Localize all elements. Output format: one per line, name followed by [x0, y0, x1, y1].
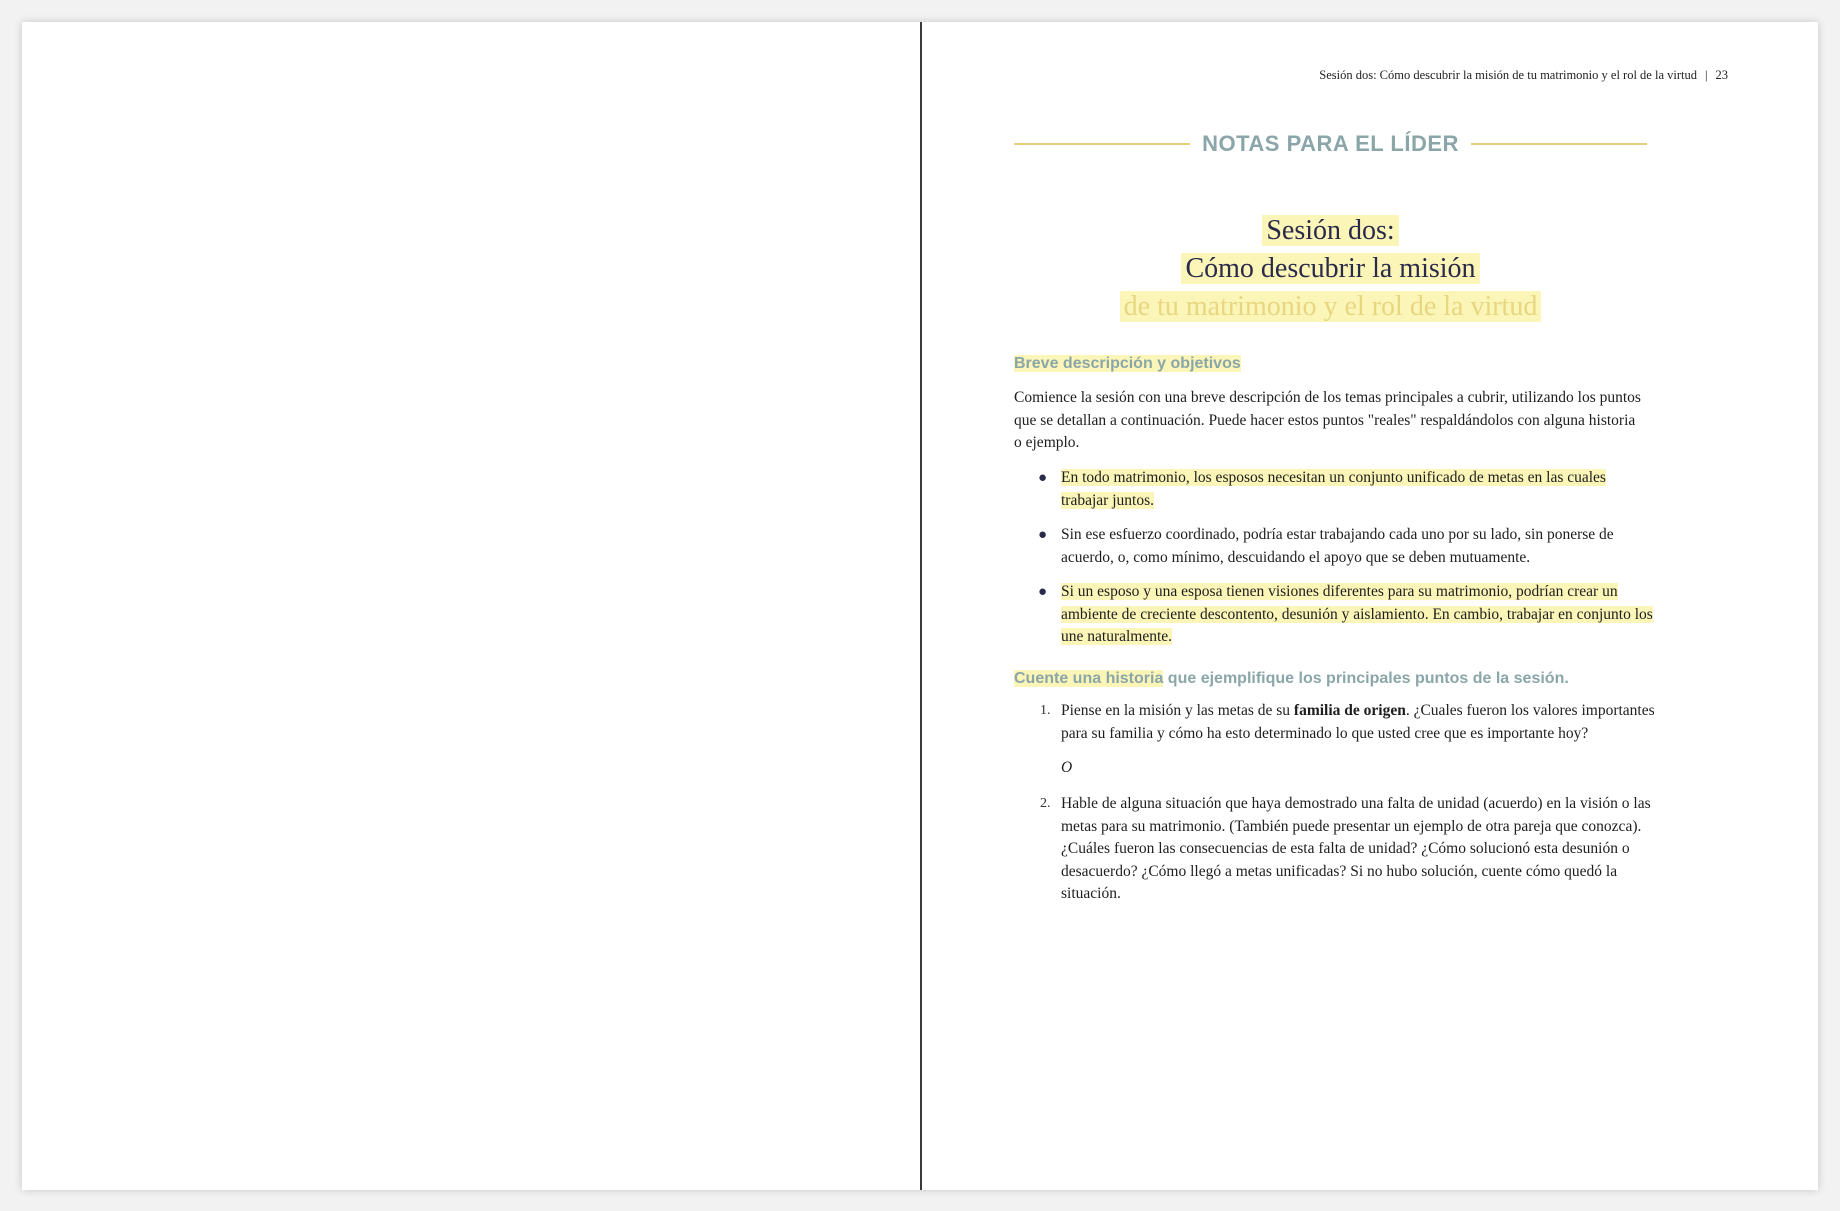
- bullet-text: En todo matrimonio, los esposos necesitan un conjunto unificado de metas en las cuales trabajar juntos.: [1061, 469, 1606, 509]
- overview-heading-text: Breve descripción y objetivos: [1014, 355, 1241, 372]
- session-title: [1014, 212, 1647, 326]
- right-page: [922, 22, 1818, 1190]
- bullet-dot-icon: ●: [1038, 584, 1048, 600]
- list-item: [1014, 700, 1662, 745]
- bullet-item: [1014, 467, 1654, 512]
- bullet-dot-icon: ●: [1038, 527, 1048, 543]
- running-head-title: Sesión dos: Cómo descubrir la misión de tu matrimonio y el rol de la virtud: [1319, 68, 1697, 82]
- item2-text: Hable de alguna situación que haya demostrado una falta de unidad (acuerdo) en la visión o las metas para su matrimonio. (También puede presentar un ejemplo de otra pareja que conozca). ¿Cuáles fueron las consecuencias de esta falta de unidad? ¿Cómo solucionó esta desunión o desacuerdo? ¿Cómo llegó a metas unificadas? Si no hubo solución, cuente cómo quedó la situación.: [1061, 795, 1651, 902]
- book-spread: [22, 22, 1818, 1190]
- story-heading-rest: que ejemplifique los principales puntos de la sesión.: [1163, 670, 1569, 687]
- story-heading: [1014, 670, 1569, 688]
- title-line-1: Sesión dos:: [1262, 215, 1398, 246]
- bullet-text: Si un esposo y una esposa tienen visiones diferentes para su matrimonio, podrían crear un ambiente de creciente descontento, desunión y aislamiento. En cambio, trabajar en conjunto los une naturalmente.: [1061, 583, 1653, 645]
- story-list: [1014, 700, 1662, 906]
- story-heading-highlight: Cuente una historia: [1014, 670, 1164, 687]
- list-number: 2.: [1040, 796, 1051, 811]
- page-number: 23: [1715, 68, 1728, 82]
- overview-bullets: [1014, 467, 1654, 661]
- section-banner: [1014, 128, 1647, 160]
- bullet-item: [1014, 524, 1654, 569]
- banner-rule-right: [1471, 143, 1647, 145]
- left-page-blank: [22, 22, 920, 1190]
- list-item: [1014, 793, 1662, 906]
- bullet-text: Sin ese esfuerzo coordinado, podría estar trabajando cada uno por su lado, sin ponerse de acuerdo, o, como mínimo, descuidando el apoyo que se deben mutuamente.: [1061, 526, 1614, 566]
- running-head-separator: |: [1704, 68, 1708, 82]
- item1-text-post: . ¿Cuales fueron los valores importantes para su familia y cómo ha esto determinado lo que usted cree que es importante hoy?: [1061, 702, 1655, 742]
- title-line-2: Cómo descubrir la misión: [1181, 253, 1479, 284]
- banner-rule-left: [1014, 143, 1190, 145]
- overview-intro: Comience la sesión con una breve descripción de los temas principales a cubrir, utilizando los puntos que se detallan a continuación. Puede hacer estos puntos "reales" respaldándolos con alguna historia o ejemplo.: [1014, 389, 1641, 451]
- item1-text-bold: familia de origen: [1293, 702, 1406, 719]
- or-separator: O: [1061, 759, 1073, 776]
- list-number: 1.: [1040, 703, 1051, 718]
- title-line-3: de tu matrimonio y el rol de la virtud: [1120, 291, 1542, 322]
- running-head: [1319, 68, 1728, 83]
- item1-text-pre: Piense en la misión y las metas de su: [1061, 702, 1294, 719]
- overview-heading: [1014, 355, 1241, 373]
- banner-title: NOTAS PARA EL LÍDER: [1202, 131, 1459, 156]
- bullet-dot-icon: ●: [1038, 470, 1048, 486]
- bullet-item: [1014, 581, 1654, 649]
